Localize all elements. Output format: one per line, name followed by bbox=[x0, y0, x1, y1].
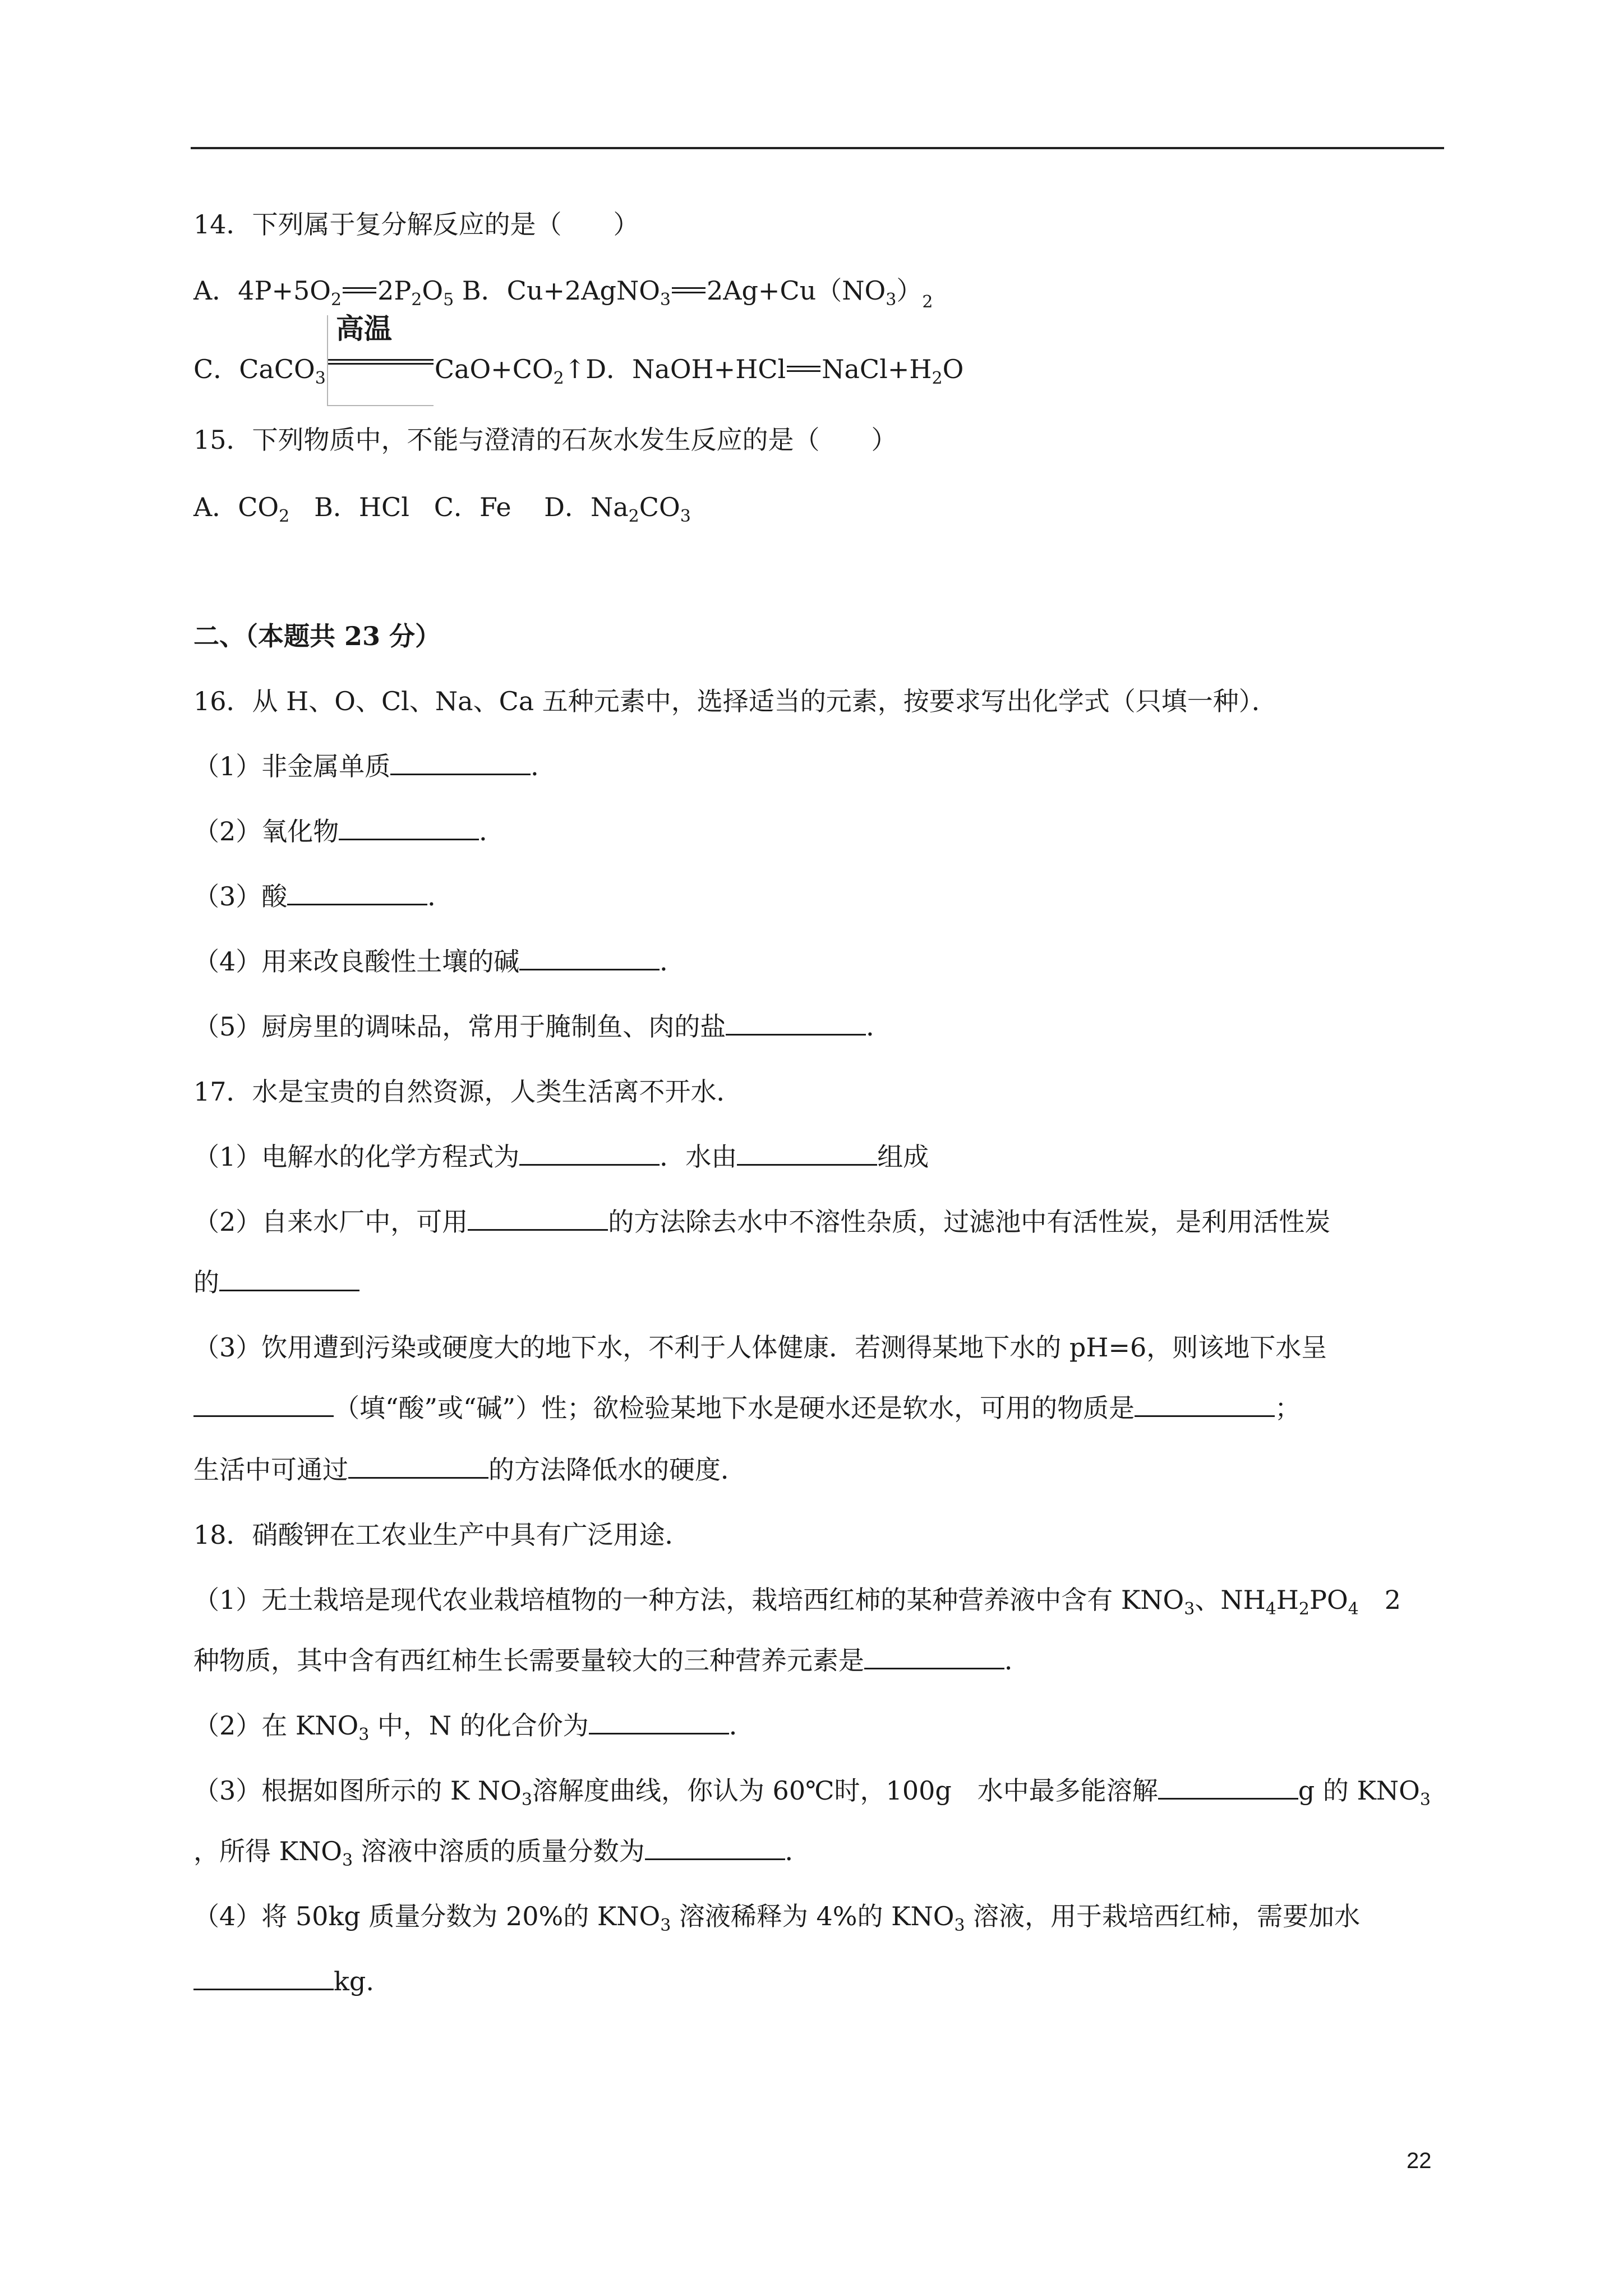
answer-blank[interactable] bbox=[1135, 1393, 1275, 1417]
q16-item-3: （3）酸 ． bbox=[193, 881, 454, 912]
answer-blank[interactable] bbox=[519, 1142, 660, 1166]
q16-item-2: （2）氧化物 ． bbox=[193, 816, 505, 846]
answer-blank[interactable] bbox=[519, 946, 660, 970]
q18-part-4-cont: kg. bbox=[193, 1964, 374, 1998]
answer-blank[interactable] bbox=[390, 751, 531, 775]
section-title: 二、（本题共 23 分） bbox=[193, 621, 441, 651]
q16-item-5: （5）厨房里的调味品，常用于腌制鱼、肉的盐 ． bbox=[193, 1011, 892, 1042]
answer-blank[interactable] bbox=[1158, 1775, 1298, 1800]
answer-blank[interactable] bbox=[287, 881, 427, 905]
q16-item-4: （4）用来改良酸性土壤的碱 ． bbox=[193, 946, 686, 977]
q17-part-3-cont: （填“酸”或“碱”）性；欲检验某地下水是硬水还是软水，可用的物质是 ； bbox=[193, 1391, 1301, 1425]
q16-item-1: （1）非金属单质 ． bbox=[193, 751, 557, 781]
header-rule bbox=[191, 147, 1444, 149]
answer-blank[interactable] bbox=[737, 1142, 877, 1166]
q17-part-1: （1）电解水的化学方程式为 ．水由 组成 bbox=[193, 1142, 929, 1172]
answer-blank[interactable] bbox=[864, 1645, 1004, 1669]
answer-blank[interactable] bbox=[589, 1710, 729, 1734]
q18-part-4: （4）将 50kg 质量分数为 20%的 $KNO_3$ 溶液稀释为 4%的 $KNO_3$ 溶液，用于栽培西红柿，需要加水 bbox=[193, 1901, 1361, 1935]
q17-part-3-end: 生活中可通过 的方法降低水的硬度． bbox=[193, 1455, 746, 1485]
q17-stem: 17．水是宝贵的自然资源，人类生活离不开水． bbox=[193, 1076, 743, 1107]
q15-stem: 15．下列物质中，不能与澄清的石灰水发生反应的是（ ） bbox=[193, 425, 897, 455]
answer-blank[interactable] bbox=[339, 816, 479, 840]
answer-blank[interactable] bbox=[348, 1455, 488, 1479]
answer-blank[interactable] bbox=[193, 1966, 334, 1990]
page-number: 22 bbox=[1407, 2148, 1432, 2173]
q18-part-1: （1）无土栽培是现代农业栽培植物的一种方法，栽培西红柿的某种营养液中含有 $KNO_3$、$NH_4H_2PO_4$ 2 bbox=[193, 1585, 1401, 1619]
q17-part-2: （2）自来水厂中，可用 的方法除去水中不溶性杂质，过滤池中有活性炭，是利用活性炭 bbox=[193, 1207, 1331, 1237]
answer-blank[interactable] bbox=[468, 1207, 608, 1231]
q18-part-1-cont: 种物质，其中含有西红柿生长需要量较大的三种营养元素是 ． bbox=[193, 1645, 1030, 1676]
q14-stem: 14．下列属于复分解反应的是（ ） bbox=[193, 209, 639, 240]
q14-options-cd: C．CaCO$_3$ 高温 $CaO+CO_2↑D$．NaOH+HCl $NaCl+H_2O$ bbox=[193, 344, 963, 395]
answer-blank[interactable] bbox=[645, 1836, 785, 1860]
q17-part-2-cont: 的 bbox=[193, 1266, 359, 1299]
q17-part-3: （3）饮用遭到污染或硬度大的地下水，不利于人体健康．若测得某地下水的 pH=6，则该地下水呈 bbox=[193, 1332, 1327, 1363]
answer-blank[interactable] bbox=[726, 1011, 866, 1036]
reaction-condition: 高温 bbox=[327, 344, 434, 378]
q18-part-3-cont: ，所得 $KNO_3$ 溶液中溶质的质量分数为 ． bbox=[193, 1836, 811, 1870]
q16-stem: 16．从 H、O、Cl、Na、Ca 五种元素中，选择适当的元素，按要求写出化学式（只填一种）． bbox=[193, 686, 1278, 716]
q14-options-ab: A．$4P+5O_2$ $2P_2O_5$ B．Cu+2AgNO$_3$ $2Ag+Cu(NO_3)_2$ bbox=[193, 275, 933, 312]
q18-part-2: （2）在 $KNO_3$ 中，N 的化合价为 ． bbox=[193, 1710, 755, 1745]
q18-part-3: （3）根据如图所示的 K $NO_3$溶解度曲线，你认为 60℃时，100g 水中最多能溶解 g 的 $KNO_3$ bbox=[193, 1775, 1431, 1810]
answer-blank[interactable] bbox=[193, 1393, 334, 1417]
q18-stem: 18．硝酸钾在工农业生产中具有广泛用途． bbox=[193, 1520, 691, 1550]
answer-blank[interactable] bbox=[219, 1267, 359, 1291]
q15-options: A．$CO_2$ B．HCl C．Fe D．$Na_2CO_3$ bbox=[193, 492, 691, 526]
